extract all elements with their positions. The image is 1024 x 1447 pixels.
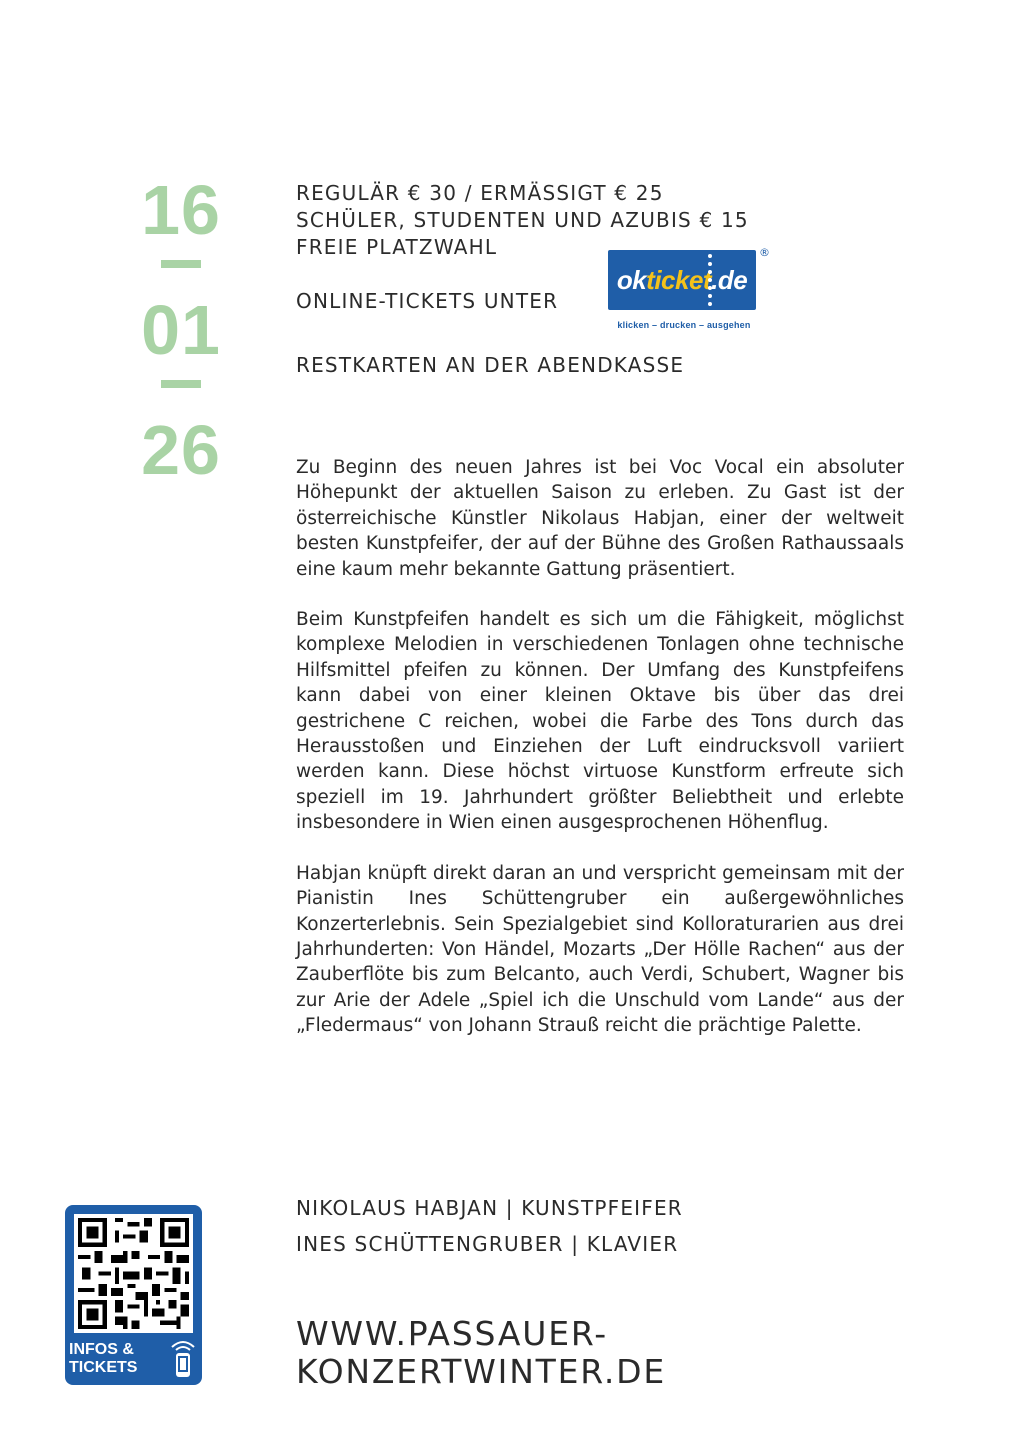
box-office-info: RESTKARTEN AN DER ABENDKASSE (296, 353, 685, 377)
date-day: 16 (141, 171, 221, 249)
description-paragraph: Zu Beginn des neuen Jahres ist bei Voc Vocal ein absoluter Höhepunkt der aktuellen Saison zu erleben. Zu Gast ist der österreichische Künstler Nikolaus Habjan, einer der weltweit besten Kunstpfeifer, der auf der Bühne des Großen Rathaussaals eine kaum mehr bekannte Gattung präsentiert. (296, 457, 904, 580)
description-paragraph: Habjan knüpft direkt daran an und verspricht gemeinsam mit der Pianistin Ines Schüttengruber ein außergewöhnliches Konzerterlebnis. Sein Spezialgebiet sind Kolloraturarien aus drei Jahrhunderten: Von Händel, Mozarts „Der Hölle Rachen“ aus der Zauberflöte bis zum Belcanto, auch Verdi, Schubert, Wagner bis zur Arie der Adele „Spiel ich die Unschuld vom Lande“ aus der „Fledermaus“ von Johann Strauß reicht die prächtige Palette. (296, 862, 904, 1037)
event-date (120, 170, 242, 490)
credit-pianist: INES SCHÜTTENGRUBER | KLAVIER (296, 1232, 679, 1256)
okticket-logo[interactable] (608, 246, 770, 310)
qr-code-icon (74, 1214, 193, 1333)
online-tickets-label: ONLINE-TICKETS UNTER (296, 289, 559, 313)
price-students: SCHÜLER, STUDENTEN UND AZUBIS € 15 (296, 208, 749, 232)
seating-info: FREIE PLATZWAHL (296, 235, 498, 259)
website-url[interactable]: WWW.PASSAUER- KONZERTWINTER.DE (296, 1314, 666, 1391)
date-month: 01 (141, 291, 221, 369)
date-separator (161, 260, 201, 268)
smartphone-icon (170, 1339, 196, 1379)
okticket-tagline: klicken – drucken – ausgehen (617, 320, 751, 330)
qr-caption: INFOS & TICKETS (69, 1341, 138, 1376)
qr-code-tickets[interactable] (65, 1205, 202, 1385)
ticket-perforation-icon (708, 254, 716, 306)
date-separator (161, 380, 201, 388)
performer-credits (296, 1190, 683, 1262)
registered-mark: ® (759, 246, 770, 259)
date-year: 26 (141, 411, 221, 489)
credit-whistler: NIKOLAUS HABJAN | KUNSTPFEIFER (296, 1196, 683, 1220)
description-paragraph: Beim Kunstpfeifen handelt es sich um die Fähigkeit, möglichst komplexe Melodien in verschiedenen Tonlagen ohne technische Hilfsmittel pfeifen zu können. Der Umfang des Kunstpfeifens kann dabei von einer kleinen Oktave bis über das drei gestrichene C reichen, wobei die Farbe des Tons durch das Herausstoßen und Einziehen der Luft eindrucksvoll variiert werden kann. Diese höchst virtuose Kunstform erfreute sich speziell im 19. Jahrhundert größter Beliebtheit und erlebte insbesondere in Wien einen ausgesprochenen Höhenflug. (296, 609, 904, 834)
price-info (296, 180, 749, 261)
event-description (296, 455, 904, 1064)
okticket-wordmark: okticket.de (616, 265, 748, 295)
price-regular: REGULÄR € 30 / ERMÄSSIGT € 25 (296, 181, 664, 205)
